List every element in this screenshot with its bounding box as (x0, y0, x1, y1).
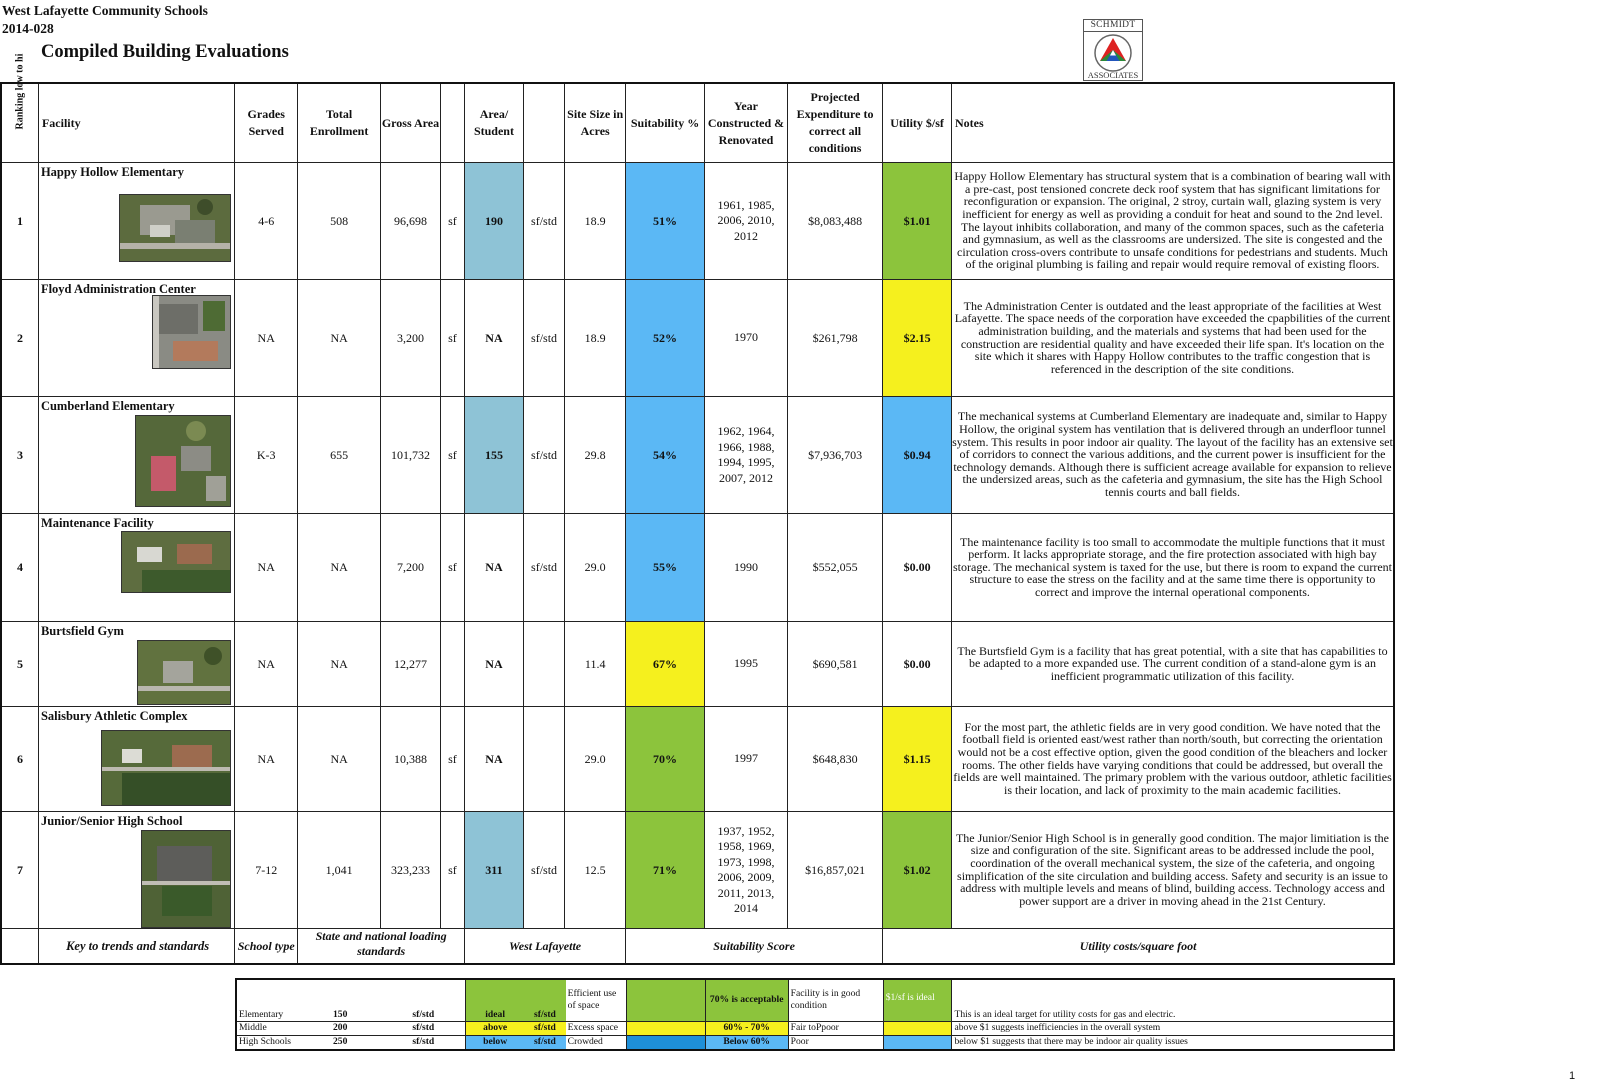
col-rank: Ranking low to hi (1, 83, 38, 163)
notes-cell: The Burtsfield Gym is a facility that has great potential, with a site that has capabilities to be adapted to a more expanded use. The current condition of a stand-alone gym is an inefficient programmatic utilization of this facility. (951, 622, 1394, 707)
utility-value: $1.01 (883, 163, 952, 280)
notes-cell: The Junior/Senior High School is in generally good condition. The major limitiation is the size and configuration of the site. Significant areas to be addressed include the pool, coordination of the overall mechanical system, the size of the cafeteria, and ongoing simplification of the site circulation and building access. Safety and security is an issue to address with multiple levels and means of blind, building access. Technology access and power support are a driver in moving ahead in the 21st Century. (951, 812, 1394, 929)
facility-cell (38, 163, 234, 280)
table-row: 3 Cumberland Elementary K-3 655 101,732 sf 155 sf/std 29.8 54% 1962, 1964, 1966, 1988, 1994, 1995, 2007, 2012 $7,936,703 $0.94 The mechanical systems at Cumberland Elementary are inadequate and, similar to Happy Hollow, the original system has ventilation that is delivered through an underfloor tunnel system. This results in poor indoor air quality. The layout of the facility has an extensive set of corridors to connect the various additions, and the current power is insufficient for the technology demands. Although there is sufficient acreage available for expansion to relieve the undersized areas, such as the cafeteria and gymnasium, the site has the High School tennis courts and ball fields. (1, 397, 1394, 514)
project-number: 2014-028 (2, 21, 54, 36)
facility-name: Burtsfield Gym (40, 624, 124, 638)
col-projected: Projected Expenditure to correct all conditions (788, 83, 883, 163)
table-row: 4 Maintenance Facility NA NA 7,200 sf NA sf/std 29.0 55% 1990 $552,055 $0.00 The maintenance facility is too small to accommodate the multiple functions that it must perform. It lacks appropriate storage, and the fire protection associated with high bay storage. The mechanical system is taxed for the use, but there is room to expand the current structure to ease the stress on the facility and at the same time there is opportunity to correct and improve the internal operational components. (1, 514, 1394, 622)
facility-name: Maintenance Facility (40, 516, 154, 530)
suitability-value: 51% (626, 163, 705, 280)
col-notes: Notes (951, 83, 1394, 163)
notes-cell: For the most part, the athletic fields are in very good condition. We have noted that the football field is oriented east/west rather than north/south, but correcting the orientation would not be a cost effective option, given the good condition of the bleachers and locker rooms. The other fields have varying conditions that could be addressed, but overall the fields are well maintained. The primary problem with the various outdoor, athletic facilities is their location, and lack of proximity to the main academic facilities. (951, 707, 1394, 812)
facility-cell (38, 514, 234, 622)
table-row: 2 Floyd Administration Center NA NA 3,200 sf NA sf/std 18.9 52% 1970 $261,798 $2.15 The Administration Center is outdated and the least appropriate of the facilities at West Lafayette. The space needs of the corporation have exceeded the cpapbilities of the current administration building, and the materials and systems that had been used for the construction are residential quality and have exceeded their life span. It's location on the site which it shares with Happy Hollow contributes to the traffic congestion that is referenced in the description of the site conditions. (1, 280, 1394, 397)
facility-name: Floyd Administration Center (40, 282, 196, 296)
page-number: 1 (1569, 1070, 1576, 1082)
triangle-logo-icon (1093, 33, 1133, 73)
aerial-photo (101, 730, 231, 806)
table-row: 7 Junior/Senior High School 7-12 1,041 323,233 sf 311 sf/std 12.5 71% 1937, 1952, 1958, 1969, 1973, 1998, 2006, 2009, 2011, 2013, 2014 $16,857,021 $1.02 The Junior/Senior High School is in generally good condition. The major limitiation is the size and configuration of the site. Significant areas to be addressed include the pool, coordination of the overall mechanical system, the size of the cafeteria, and ongoing simplification of the site circulation and building access. Safety and security is an issue to address with multiple levels and means of blind, building access. Technology access and power support are a driver in moving ahead in the 21st Century. (1, 812, 1394, 929)
col-site-size: Site Size in Acres (565, 83, 626, 163)
aerial-photo (141, 830, 231, 928)
col-enrollment: Total Enrollment (298, 83, 381, 163)
aerial-photo (135, 415, 231, 507)
schmidt-logo: SCHMIDT ASSOCIATES (1083, 19, 1143, 81)
aerial-photo (137, 640, 231, 705)
aerial-photo (121, 531, 231, 593)
notes-cell: The maintenance facility is too small to accommodate the multiple functions that it must perform. It lacks appropriate storage, and the fire protection associated with high bay storage. The mechanical system is taxed for the use, but there is room to expand the current structure to ease the stress on the facility and at the same time there is opportunity to correct and improve the internal operational components. (951, 514, 1394, 622)
col-utility: Utility $/sf (883, 83, 952, 163)
table-row: 1 Happy Hollow Elementary 4-6 508 96,698 sf 190 sf/std 18.9 51% 1961, 1985, 2006, 2010, 2012 $8,083,488 $1.01 Happy Hollow Elementary has structural system that is a combination of bearing wall with a pre-cast, post tensioned concrete deck roof system that has significant limitations for reconfiguration or expansion. The original, 2 stroy, curtain wall, glazing system is very inefficient for energy as well as providing a conduit for heat and sound to the 2nd level. The layout inhibits collaboration, and many of the common spaces, such as the cafeteria and gymnasium, as well as the classrooms are undersized. The site is congested and the circulation cross-overs contribute to unsafe conditions for pedestrians and students. Much of the original plumbing is failing and repair would require removal of existing floors. (1, 163, 1394, 280)
key-header-row: Key to trends and standards School type State and national loading standards West Lafayette Suitability Score Utility costs/square foot (1, 929, 1394, 965)
key-label: Key to trends and standards (38, 929, 234, 965)
col-gross-area: Gross Area (381, 83, 441, 163)
district-name: West Lafayette Community Schools (2, 3, 208, 18)
facility-name: Cumberland Elementary (40, 399, 175, 413)
header-block (2, 2, 208, 38)
notes-cell: The mechanical systems at Cumberland Elementary are inadequate and, similar to Happy Hollow, the original system has ventilation that is delivered through an underfloor tunnel system. This results in poor indoor air quality. The layout of the facility has an extensive set of corridors to connect the various additions, and the current power is insufficient for the technology demands. Although there is sufficient acreage available for expansion to relieve the undersized areas, such as the cafeteria and gymnasium, the site has the High School tennis courts and ball fields. (951, 397, 1394, 514)
facility-name: Happy Hollow Elementary (40, 165, 185, 179)
notes-cell: The Administration Center is outdated and the least appropriate of the facilities at West Lafayette. The space needs of the corporation have exceeded the cpapbilities of the current administration building, and the materials and systems that had been used for the construction are residential quality and have exceeded their life span. It's location on the site which it shares with Happy Hollow contributes to the traffic congestion that is referenced in the description of the site conditions. (951, 280, 1394, 397)
page-title: Compiled Building Evaluations (41, 42, 289, 62)
facility-cell (38, 622, 234, 707)
table-row: 6 Salisbury Athletic Complex NA NA 10,388 sf NA 29.0 70% 1997 $648,830 $1.15 For the most part, the athletic fields are in very good condition. We have noted that the football field is oriented east/west rather than north/south, but correcting the orientation would not be a cost effective option, given the good condition of the bleachers and locker rooms. The other fields have varying conditions that could be addressed, but overall the fields are well maintained. The primary problem with the various outdoor, athletic facilities is their location, and lack of proximity to the main academic facilities. (1, 707, 1394, 812)
facility-cell (38, 707, 234, 812)
aerial-photo (152, 295, 231, 369)
col-area-student: Area/ Student (465, 83, 524, 163)
col-grades: Grades Served (235, 83, 298, 163)
legend-table: Elementary 150 sf/std ideal sf/std Efficient use of space 70% is acceptable Facility is in good condition $1/sf is ideal This is an ideal target for utility costs for gas and electric. Middle 200 sf/std above sf/std Excess space 60% - 70% Fair toPpoor above $1 suggests inefficiencies in the overall system High Schools 250 sf/std below sf/std Crowded Below 60% Poor below $1 suggests that there may be indoor air quality issues (235, 978, 1395, 1051)
building-evaluation-table (0, 53, 1395, 965)
facility-cell (38, 397, 234, 514)
rank-number: 1 (1, 163, 38, 280)
aerial-photo (119, 194, 231, 262)
facility-name: Salisbury Athletic Complex (40, 709, 188, 723)
col-year: Year Constructed & Renovated (705, 83, 788, 163)
notes-cell: Happy Hollow Elementary has structural system that is a combination of bearing wall with a pre-cast, post tensioned concrete deck roof system that has significant limitations for reconfiguration or expansion. The original, 2 stroy, curtain wall, glazing system is very inefficient for energy as well as providing a conduit for heat and sound to the 2nd level. The layout inhibits collaboration, and many of the common spaces, such as the cafeteria and gymnasium, as well as the classrooms are undersized. The site is congested and the circulation cross-overs contribute to unsafe conditions for pedestrians and students. Much of the original plumbing is failing and repair would require removal of existing floors. (951, 163, 1394, 280)
facility-cell (38, 812, 234, 929)
table-row: 5 Burtsfield Gym NA NA 12,277 NA 11.4 67% 1995 $690,581 $0.00 The Burtsfield Gym is a facility that has great potential, with a site that has capabilities to be adapted to a more expanded use. The current condition of a stand-alone gym is an inefficient programmatic utilization of this facility. (1, 622, 1394, 707)
col-facility: Facility (38, 83, 234, 163)
header-row (1, 83, 1394, 163)
facility-cell (38, 280, 234, 397)
facility-name: Junior/Senior High School (40, 814, 183, 828)
col-suitability: Suitability % (626, 83, 705, 163)
